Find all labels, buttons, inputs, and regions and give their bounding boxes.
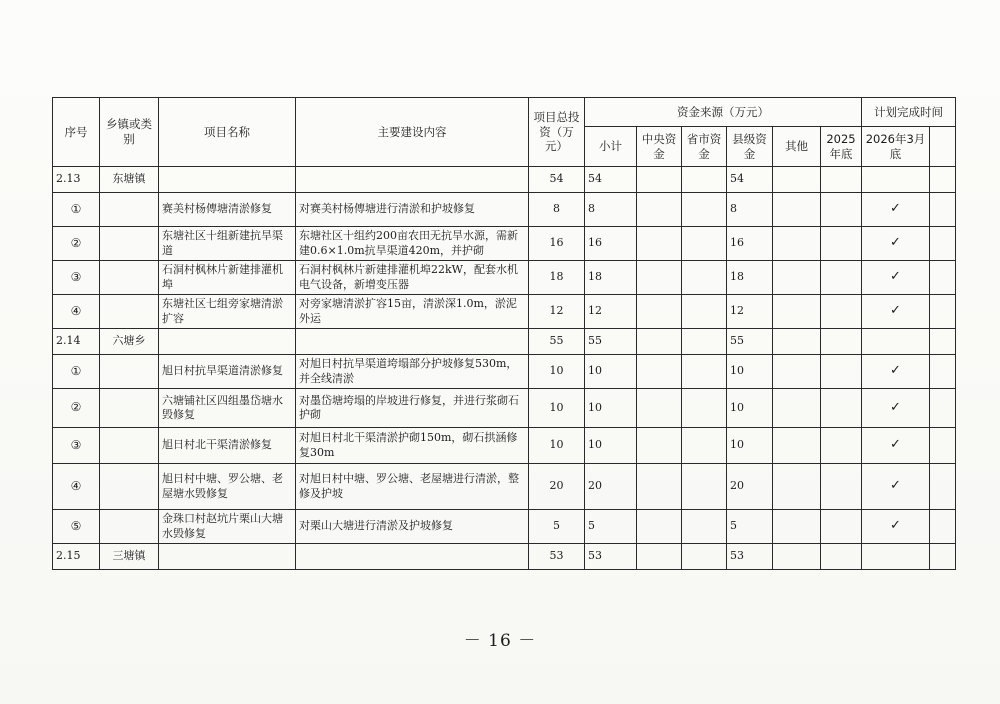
town-cell xyxy=(100,428,159,464)
complete-2025-cell xyxy=(821,544,862,570)
town-cell xyxy=(100,464,159,510)
provincial-fund-cell xyxy=(682,329,727,355)
subtotal-cell: 12 xyxy=(585,295,637,329)
subtotal-cell: 10 xyxy=(585,389,637,428)
remark-cell xyxy=(930,544,956,570)
town-cell xyxy=(100,389,159,428)
header-town: 乡镇或类别 xyxy=(100,98,159,167)
header-other: 其他 xyxy=(773,127,821,167)
header-seq: 序号 xyxy=(53,98,100,167)
total-invest-cell: 10 xyxy=(529,389,585,428)
other-fund-cell xyxy=(773,355,821,389)
seq-cell: 2.15 xyxy=(53,544,100,570)
complete-2025-cell xyxy=(821,193,862,227)
subtotal-cell: 53 xyxy=(585,544,637,570)
other-fund-cell xyxy=(773,261,821,295)
complete-2025-cell xyxy=(821,167,862,193)
subtotal-cell: 10 xyxy=(585,428,637,464)
table-row xyxy=(53,355,956,389)
seq-cell: 2.14 xyxy=(53,329,100,355)
remark-cell xyxy=(930,510,956,544)
seq-cell: ⑤ xyxy=(53,510,100,544)
header-project-name: 项目名称 xyxy=(159,98,296,167)
remark-cell xyxy=(930,295,956,329)
central-fund-cell xyxy=(637,261,682,295)
subtotal-cell: 16 xyxy=(585,227,637,261)
total-invest-cell: 10 xyxy=(529,428,585,464)
town-cell xyxy=(100,295,159,329)
check-mark: ✓ xyxy=(862,464,930,510)
county-fund-cell: 54 xyxy=(727,167,773,193)
central-fund-cell xyxy=(637,329,682,355)
remark-cell xyxy=(930,227,956,261)
county-fund-cell: 8 xyxy=(727,193,773,227)
header-main-content: 主要建设内容 xyxy=(296,98,529,167)
county-fund-cell: 55 xyxy=(727,329,773,355)
content-cell: 对旁家塘清淤扩容15亩，清淤深1.0m，淤泥外运 xyxy=(296,295,529,329)
table-row xyxy=(53,464,956,510)
seq-cell: ③ xyxy=(53,261,100,295)
subtotal-cell: 20 xyxy=(585,464,637,510)
provincial-fund-cell xyxy=(682,295,727,329)
content-cell: 对旭日村抗旱渠道垮塌部分护坡修复530m，并全线清淤 xyxy=(296,355,529,389)
check-mark: ✓ xyxy=(862,428,930,464)
complete-2026-cell xyxy=(862,167,930,193)
content-cell: 石洞村枫林片新建排灌机埠22kW，配套水机电气设备，新增变压器 xyxy=(296,261,529,295)
town-cell xyxy=(100,227,159,261)
remark-cell xyxy=(930,389,956,428)
header-central: 中央资金 xyxy=(637,127,682,167)
total-invest-cell: 18 xyxy=(529,261,585,295)
central-fund-cell xyxy=(637,193,682,227)
other-fund-cell xyxy=(773,544,821,570)
project-name-cell: 金珠口村赵坑片栗山大塘水毁修复 xyxy=(159,510,296,544)
content-cell: 东塘社区十组约200亩农田无抗旱水源，需新建0.6×1.0m抗旱渠道420m，并护砌 xyxy=(296,227,529,261)
central-fund-cell xyxy=(637,227,682,261)
content-cell: 对旭日村北干渠清淤护砌150m，砌石拱涵修复30m xyxy=(296,428,529,464)
town-cell: 东塘镇 xyxy=(100,167,159,193)
central-fund-cell xyxy=(637,510,682,544)
seq-cell: ① xyxy=(53,355,100,389)
provincial-fund-cell xyxy=(682,167,727,193)
header-plan-time: 计划完成时间 xyxy=(862,98,956,127)
provincial-fund-cell xyxy=(682,510,727,544)
table-body xyxy=(53,167,956,570)
seq-cell: ② xyxy=(53,227,100,261)
check-mark: ✓ xyxy=(862,389,930,428)
county-fund-cell: 5 xyxy=(727,510,773,544)
subtotal-cell: 8 xyxy=(585,193,637,227)
check-mark: ✓ xyxy=(862,295,930,329)
total-invest-cell: 55 xyxy=(529,329,585,355)
content-cell xyxy=(296,167,529,193)
content-cell xyxy=(296,329,529,355)
central-fund-cell xyxy=(637,167,682,193)
total-invest-cell: 53 xyxy=(529,544,585,570)
town-cell xyxy=(100,510,159,544)
content-cell xyxy=(296,544,529,570)
county-fund-cell: 53 xyxy=(727,544,773,570)
provincial-fund-cell xyxy=(682,544,727,570)
total-invest-cell: 20 xyxy=(529,464,585,510)
provincial-fund-cell xyxy=(682,227,727,261)
page-number: － 16 － xyxy=(463,631,537,651)
header-total-invest: 项目总投资（万元） xyxy=(529,98,585,167)
group-row xyxy=(53,167,956,193)
seq-cell: ① xyxy=(53,193,100,227)
complete-2026-cell xyxy=(862,544,930,570)
county-fund-cell: 12 xyxy=(727,295,773,329)
provincial-fund-cell xyxy=(682,389,727,428)
check-mark: ✓ xyxy=(862,510,930,544)
total-invest-cell: 16 xyxy=(529,227,585,261)
project-name-cell xyxy=(159,544,296,570)
total-invest-cell: 8 xyxy=(529,193,585,227)
complete-2025-cell xyxy=(821,510,862,544)
header-county: 县级资金 xyxy=(727,127,773,167)
town-cell: 三塘镇 xyxy=(100,544,159,570)
other-fund-cell xyxy=(773,510,821,544)
total-invest-cell: 12 xyxy=(529,295,585,329)
check-mark: ✓ xyxy=(862,261,930,295)
remark-cell xyxy=(930,355,956,389)
project-name-cell xyxy=(159,329,296,355)
table-row xyxy=(53,428,956,464)
remark-cell xyxy=(930,329,956,355)
county-fund-cell: 10 xyxy=(727,389,773,428)
check-mark: ✓ xyxy=(862,355,930,389)
seq-cell: ④ xyxy=(53,464,100,510)
provincial-fund-cell xyxy=(682,355,727,389)
complete-2025-cell xyxy=(821,389,862,428)
complete-2025-cell xyxy=(821,355,862,389)
remark-cell xyxy=(930,464,956,510)
header-row-1 xyxy=(53,98,956,127)
project-name-cell: 石洞村枫林片新建排灌机埠 xyxy=(159,261,296,295)
total-invest-cell: 5 xyxy=(529,510,585,544)
seq-cell: 2.13 xyxy=(53,167,100,193)
provincial-fund-cell xyxy=(682,261,727,295)
other-fund-cell xyxy=(773,428,821,464)
content-cell: 对墨岱塘垮塌的岸坡进行修复，并进行浆砌石护砌 xyxy=(296,389,529,428)
other-fund-cell xyxy=(773,464,821,510)
other-fund-cell xyxy=(773,227,821,261)
remark-cell xyxy=(930,428,956,464)
header-2025: 2025年底 xyxy=(821,127,862,167)
provincial-fund-cell xyxy=(682,464,727,510)
complete-2025-cell xyxy=(821,295,862,329)
complete-2025-cell xyxy=(821,464,862,510)
seq-cell: ④ xyxy=(53,295,100,329)
complete-2025-cell xyxy=(821,428,862,464)
project-name-cell: 东塘社区七组旁家塘清淤扩容 xyxy=(159,295,296,329)
central-fund-cell xyxy=(637,428,682,464)
complete-2025-cell xyxy=(821,329,862,355)
project-name-cell: 旭日村中塘、罗公塘、老屋塘水毁修复 xyxy=(159,464,296,510)
header-subtotal: 小计 xyxy=(585,127,637,167)
other-fund-cell xyxy=(773,329,821,355)
central-fund-cell xyxy=(637,544,682,570)
town-cell xyxy=(100,261,159,295)
project-table xyxy=(52,97,956,570)
complete-2025-cell xyxy=(821,261,862,295)
subtotal-cell: 54 xyxy=(585,167,637,193)
central-fund-cell xyxy=(637,389,682,428)
project-name-cell: 六塘铺社区四组墨岱塘水毁修复 xyxy=(159,389,296,428)
content-cell: 对旭日村中塘、罗公塘、老屋塘进行清淤，整修及护坡 xyxy=(296,464,529,510)
seq-cell: ③ xyxy=(53,428,100,464)
complete-2026-cell xyxy=(862,329,930,355)
header-provincial: 省市资金 xyxy=(682,127,727,167)
town-cell xyxy=(100,355,159,389)
subtotal-cell: 10 xyxy=(585,355,637,389)
town-cell: 六塘乡 xyxy=(100,329,159,355)
county-fund-cell: 20 xyxy=(727,464,773,510)
group-row xyxy=(53,329,956,355)
total-invest-cell: 54 xyxy=(529,167,585,193)
table-row xyxy=(53,389,956,428)
subtotal-cell: 55 xyxy=(585,329,637,355)
table-row xyxy=(53,261,956,295)
project-name-cell: 赛美村杨傳塘清淤修复 xyxy=(159,193,296,227)
county-fund-cell: 10 xyxy=(727,428,773,464)
remark-cell xyxy=(930,167,956,193)
county-fund-cell: 16 xyxy=(727,227,773,261)
group-row xyxy=(53,544,956,570)
content-cell: 对赛美村杨傳塘进行清淤和护坡修复 xyxy=(296,193,529,227)
project-name-cell: 东塘社区十组新建抗旱渠道 xyxy=(159,227,296,261)
table-row xyxy=(53,510,956,544)
other-fund-cell xyxy=(773,389,821,428)
complete-2025-cell xyxy=(821,227,862,261)
check-mark: ✓ xyxy=(862,227,930,261)
table-row xyxy=(53,227,956,261)
provincial-fund-cell xyxy=(682,428,727,464)
other-fund-cell xyxy=(773,167,821,193)
total-invest-cell: 10 xyxy=(529,355,585,389)
table-row xyxy=(53,295,956,329)
subtotal-cell: 5 xyxy=(585,510,637,544)
table-row xyxy=(53,193,956,227)
central-fund-cell xyxy=(637,355,682,389)
central-fund-cell xyxy=(637,464,682,510)
county-fund-cell: 18 xyxy=(727,261,773,295)
project-name-cell: 旭日村抗旱渠道清淤修复 xyxy=(159,355,296,389)
check-mark: ✓ xyxy=(862,193,930,227)
central-fund-cell xyxy=(637,295,682,329)
provincial-fund-cell xyxy=(682,193,727,227)
project-name-cell: 旭日村北干渠清淤修复 xyxy=(159,428,296,464)
header-fund-source: 资金来源（万元） xyxy=(585,98,862,127)
county-fund-cell: 10 xyxy=(727,355,773,389)
seq-cell: ② xyxy=(53,389,100,428)
subtotal-cell: 18 xyxy=(585,261,637,295)
header-2026: 2026年3月底 xyxy=(862,127,930,167)
content-cell: 对栗山大塘进行清淤及护坡修复 xyxy=(296,510,529,544)
town-cell xyxy=(100,193,159,227)
other-fund-cell xyxy=(773,295,821,329)
remark-cell xyxy=(930,193,956,227)
other-fund-cell xyxy=(773,193,821,227)
project-name-cell xyxy=(159,167,296,193)
remark-cell xyxy=(930,261,956,295)
